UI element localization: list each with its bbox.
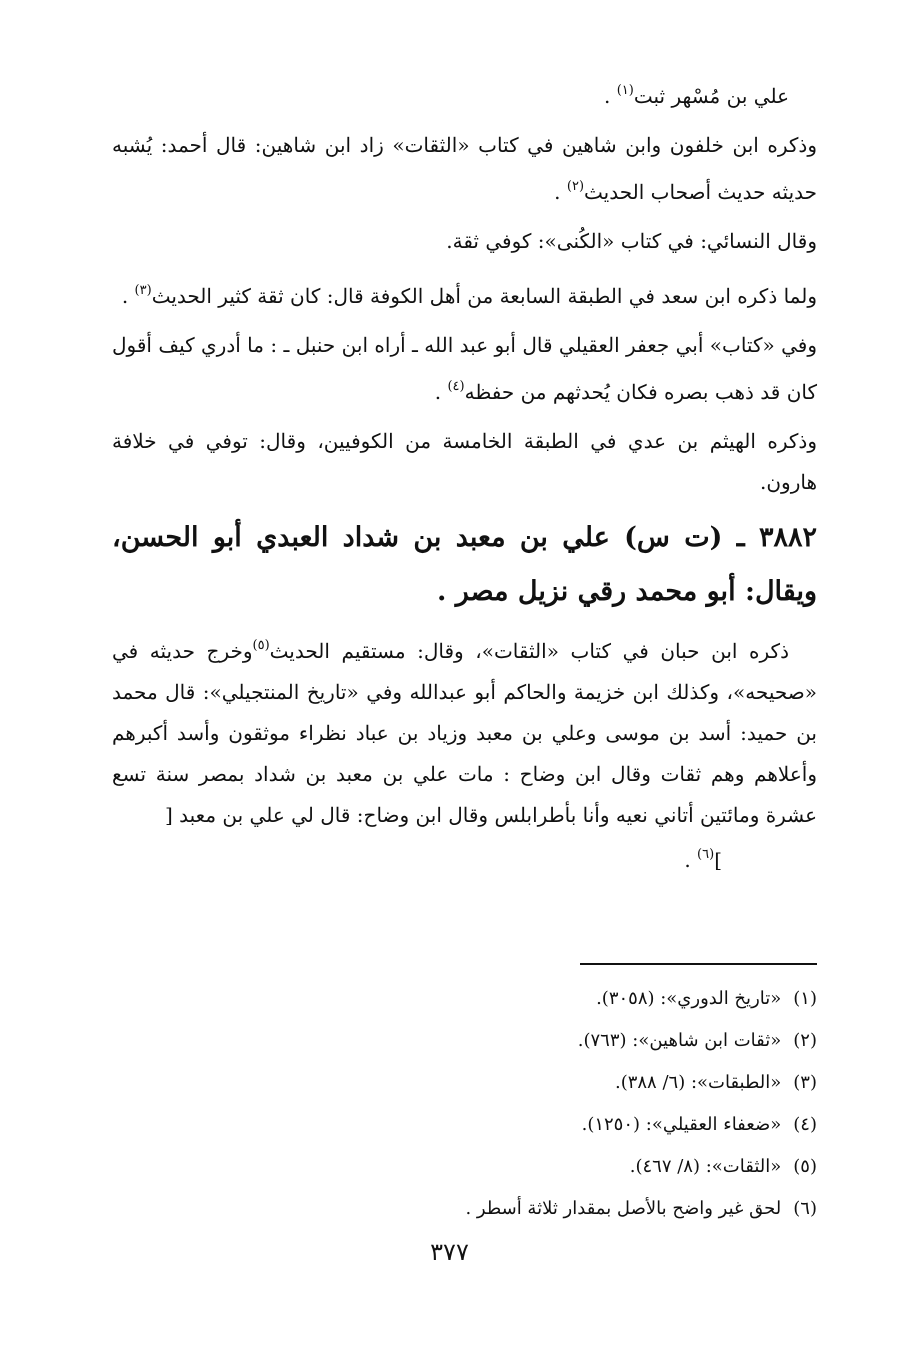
footnote-text: «ضعفاء العقيلي»: (١٢٥٠). bbox=[581, 1114, 782, 1135]
paragraph-end: . bbox=[121, 284, 135, 308]
footnote-4 bbox=[112, 1104, 817, 1146]
entry-body-start: ذكره ابن حبان في كتاب «الثقات»، وقال: مستقيم الحديث bbox=[269, 639, 789, 663]
footnote-text: «ثقات ابن شاهين»: (٧٦٣). bbox=[577, 1030, 782, 1051]
footnote-number: (٣) bbox=[793, 1072, 817, 1093]
page-number: ٣٧٧ bbox=[430, 1238, 469, 1266]
paragraph-5 bbox=[112, 325, 817, 413]
footnote-6 bbox=[112, 1188, 817, 1230]
paragraph-text: علي بن مُسْهر ثبت bbox=[633, 84, 789, 108]
footnote-ref: (٢) bbox=[566, 179, 585, 194]
footnote-ref: (٤) bbox=[447, 379, 465, 394]
main-text bbox=[112, 70, 817, 875]
footnote-text: «الثقات»: (٨/ ٤٦٧). bbox=[629, 1156, 782, 1177]
paragraph-2 bbox=[112, 125, 817, 213]
paragraph-3 bbox=[112, 221, 817, 262]
footnote-number: (١) bbox=[793, 988, 817, 1009]
footnote-number: (٥) bbox=[793, 1156, 817, 1177]
gap-marker-line bbox=[112, 840, 817, 875]
paragraph-text: وذكره الهيثم بن عدي في الطبقة الخامسة من الكوفيين، وقال: توفي في خلافة هارون. bbox=[112, 429, 817, 494]
footnote-3 bbox=[112, 1062, 817, 1104]
footnote-number: (٦) bbox=[793, 1198, 817, 1219]
paragraph-text: وقال النسائي: في كتاب «الكُنى»: كوفي ثقة. bbox=[446, 229, 817, 253]
paragraph-4 bbox=[112, 270, 817, 317]
footnote-text: «تاريخ الدوري»: (٣٠٥٨). bbox=[596, 988, 782, 1009]
paragraph-text: ولما ذكره ابن سعد في الطبقة السابعة من أهل الكوفة قال: كان ثقة كثير الحديث bbox=[151, 284, 817, 308]
footnote-ref: (٣) bbox=[134, 283, 152, 298]
paragraph-6 bbox=[112, 421, 817, 503]
paragraph-end: . bbox=[604, 84, 617, 108]
paragraph-text: وذكره ابن خلفون وابن شاهين في كتاب «الثقات» زاد ابن شاهين: قال أحمد: يُشبه حديثه حديث أصحاب الحديث bbox=[112, 133, 817, 204]
footnote-text: «الطبقات»: (٦/ ٣٨٨). bbox=[614, 1072, 782, 1093]
entry-heading: ٣٨٨٢ ـ (ت س) علي بن معبد بن شداد العبدي أبو الحسن، ويقال: أبو محمد رقي نزيل مصر . bbox=[112, 522, 818, 607]
footnotes bbox=[112, 978, 817, 1230]
paragraph-text: وفي «كتاب» أبي جعفر العقيلي قال أبو عبد الله ـ أراه ابن حنبل ـ : ما أدري كيف أقول كان قد ذهب بصره فكان يُحدثهم من حفظه bbox=[112, 333, 817, 404]
paragraph-end: . bbox=[434, 380, 448, 404]
paragraph-1 bbox=[112, 70, 817, 117]
gap-bracket: ] bbox=[714, 848, 722, 872]
footnote-1 bbox=[112, 978, 817, 1020]
entry-body bbox=[112, 625, 817, 836]
footnote-text: لحق غير واضح بالأصل بمقدار ثلاثة أسطر . bbox=[465, 1198, 782, 1219]
entry-body-rest: وخرج حديثه في «صحيحه»، وكذلك ابن خزيمة والحاكم أبو عبدالله وفي «تاريخ المنتجيلي»: قال محمد بن حميد: أسد بن موسى وعلي بن معبد وزياد بن عباد نظراء موثقون وأسد أكبرهم وأعلاهم وهم ثقات وقال ابن وضاح : مات علي بن معبد بن شداد بمصر سنة تسع عشرة ومائتين أتاني نعيه وأنا بأطرابلس وقال ابن وضاح: قال لي علي بن معبد [ bbox=[112, 639, 817, 827]
footnote-2 bbox=[112, 1020, 817, 1062]
footnote-ref: (١) bbox=[616, 83, 634, 98]
footnote-ref: (٥) bbox=[252, 638, 270, 653]
gap-end: . bbox=[684, 848, 698, 872]
footnote-number: (٢) bbox=[793, 1030, 817, 1051]
footnote-ref: (٦) bbox=[697, 847, 715, 862]
footnote-divider bbox=[580, 963, 817, 965]
footnote-5 bbox=[112, 1146, 817, 1188]
footnote-number: (٤) bbox=[793, 1114, 817, 1135]
paragraph-end: . bbox=[554, 180, 567, 204]
